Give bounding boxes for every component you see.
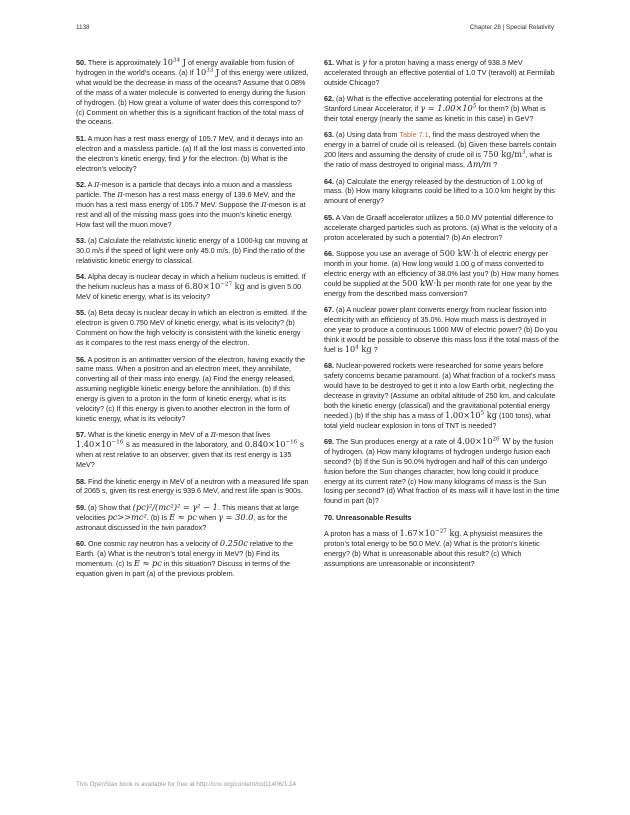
footer-attribution: This OpenStax book is available for free at http://cnx.org/content/col11406/1.14 [76, 781, 297, 788]
problem-62: 62. (a) What is the effective accelerating potential for electrons at the Stanford Linear Accelerator, if $\gamma = 1.00\times 10^5$ for them? (b) What is their total energy (nearly the same as kinetic in this case) in GeV? [324, 94, 546, 124]
problem-69: 69. The Sun produces energy at a rate of $4.00\times 10^{26}$ W by the fusion of hydrogen. (a) How many kilograms of hydrogen undergo fusion each second? (b) If the Sun is 90.0% hydrogen and half of this can undergo fusion before the Sun changes character, how long could it produce energy at its current rate? (c) How many kilograms of mass is the Sun losing per second? (d) What fraction of its mass will it have lost in the time found in part (b)? [324, 435, 560, 506]
problem-68: 68. Nuclear-powered rockets were researched for some years before safety concerns became paramount. (a) What fraction of a rocket’s mass would have to be destroyed to get it into a low Earth orbit, neglecting the decrease in gravity? (Assume an orbital altitude of 250 km, and calculate both the kinetic energy (classical) and the gravitational potential energy needed.) (b) If the ship has a mass of $1.00\times 10^5$ kg (100 tons), what total yield nuclear explosion in tons of TNT is needed? [324, 361, 556, 430]
chapter-header: Chapter 28 | Special Relativity [469, 24, 554, 31]
problem-60: 60. One cosmic ray neutron has a velocity of 0.250c relative to the Earth. (a) What is the neutron’s total energy in MeV? (b) Find its momentum. (c) Is E ≈ pc in this situation? Discuss in terms of the equation given in part (a) of the previous problem. [76, 538, 294, 578]
problem-57: 57. What is the kinetic energy in MeV of a π-meson that lives $1.40\times 10^{-16}$ s as measured in the laboratory, and $0.840\times 10^{-16}$ s when at rest relative to an observer, given that its rest energy is 135 MeV? [76, 429, 305, 470]
problem-59: 59. (a) Show that (pc)²/(mc²)² = γ² − 1. This means that at large velocities pc>>mc². (b) Is E ≈ pc when γ = 30.0, as for the astronaut discussed in the twin paradox? [76, 501, 299, 532]
problem-70: A proton has a mass of $1.67\times 10^{-27}$ kg. A physicist measures the proton’s total energy to be 50.0 MeV. (a) What is the proton’s kinetic energy? (b) What is unreasonable about this result? (c) Which assumptions are unreasonable or inconsistent? [324, 528, 543, 568]
problem-50: 50. There is approximately $10^{34}$ J of energy available from fusion of hydrogen in the world’s oceans. (a) If $10^{33}$ J of this energy were utilized, what would be the decrease in mass of the oceans? Assume that 0.08% of the mass of a water molecule is converted to energy during the fusion of hydrogen. (b) How great a volume of water does this correspond to? (c) Comment on whether this is a significant fraction of the total mass of the oceans. [76, 57, 309, 127]
page-number: 1138 [76, 24, 90, 31]
left-column [76, 58, 309, 585]
right-column [324, 58, 560, 575]
problem-54: 54. Alpha decay is nuclear decay in which a helium nucleus is emitted. If the helium nucleus has a mass of $6.80\times 10^{-27}$ kg and is given 5.00 MeV of kinetic energy, what is its velocity? [76, 272, 306, 302]
problem-66: 66. Suppose you use an average of 500 kW·h of electric energy per month in your home. (a) How long would 1.00 g of mass converted to electric energy with an efficiency of 38.0% last you? (b) How many homes could be supplied at the 500 kW·h per month rate for one year by the energy from the described mass conversion? [324, 248, 559, 298]
problem-53: 53. (a) Calculate the relativistic kinetic energy of a 1000-kg car moving at 30.0 m/s if the speed of light were only 45.0 m/s. (b) Find the ratio of the relativistic kinetic energy to classical. [76, 236, 308, 265]
problem-70-title: 70. Unreasonable Results [324, 512, 412, 522]
problem-56: 56. A positron is an antimatter version of the electron, having exactly the same mass. When a positron and an electron meet, they annihilate, converting all of their mass into energy. (a) Find the energy released, assuming negligible kinetic energy before the annihilation. (b) If this energy is given to a proton in the form of kinetic energy, what is its velocity? (c) If this energy is given to another electron in the form of kinetic energy, what is its velocity? [76, 354, 305, 423]
problem-64: 64. (a) Calculate the energy released by the destruction of 1.00 kg of mass. (b) How many kilograms could be lifted to a 10.0 km height by this amount of energy? [324, 176, 555, 206]
problem-65: 65. A Van de Graaff accelerator utilizes a 50.0 MV potential difference to accelerate charged particles such as protons. (a) What is the velocity of a proton accelerated by such a potential? (b) An electron? [324, 212, 558, 242]
problem-52: 52. A π-meson is a particle that decays into a muon and a massless particle. The π-meson has a rest mass energy of 139.6 MeV, and the muon has a rest mass energy of 105.7 MeV. Suppose the π-meson is at rest and all of the missing mass goes into the muon’s kinetic energy. How fast will the muon move? [76, 178, 306, 229]
problem-58: 58. Find the kinetic energy in MeV of a neutron with a measured life span of 2065 s, given its rest energy is 939.6 MeV, and rest life span is 900s. [76, 476, 309, 496]
problem-61: 61. What is γ for a proton having a mass energy of 938.3 MeV accelerated through an effective potential of 1.0 TV (teravolt) at Fermilab outside Chicago? [324, 57, 555, 87]
problem-63: 63. (a) Using data from Table 7.1, find the mass destroyed when the energy in a barrel of crude oil is released. (b) Given these barrels contain 200 liters and assuming the density of crude oil is 750 $kg/m^3$, what is the ratio of mass destroyed to original mass, Δm/m ? [324, 130, 557, 170]
problem-55: 55. (a) Beta decay is nuclear decay in which an electron is emitted. If the electron is given 0.750 MeV of kinetic energy, what is its velocity? (b) Comment on how the high velocity is consistent with the kinetic energy as it compares to the rest mass energy of the electron. [76, 308, 307, 348]
table-link[interactable]: Table 7.1 [399, 130, 429, 140]
problem-51: 51. A muon has a rest mass energy of 105.7 MeV, and it decays into an electron and a massless particle. (a) If all the lost mass is converted into the electron’s kinetic energy, find γ for the electron. (b) What is the electron’s velocity? [76, 133, 306, 173]
problem-67: 67. (a) A nuclear power plant converts energy from nuclear fission into electricity with an efficiency of 35.0%. How much mass is destroyed in one year to produce a continuous 1000 MW of electric power? (b) Do you think it would be possible to observe this mass loss if the total mass of the fuel is $10^4$ kg ? [324, 305, 559, 354]
